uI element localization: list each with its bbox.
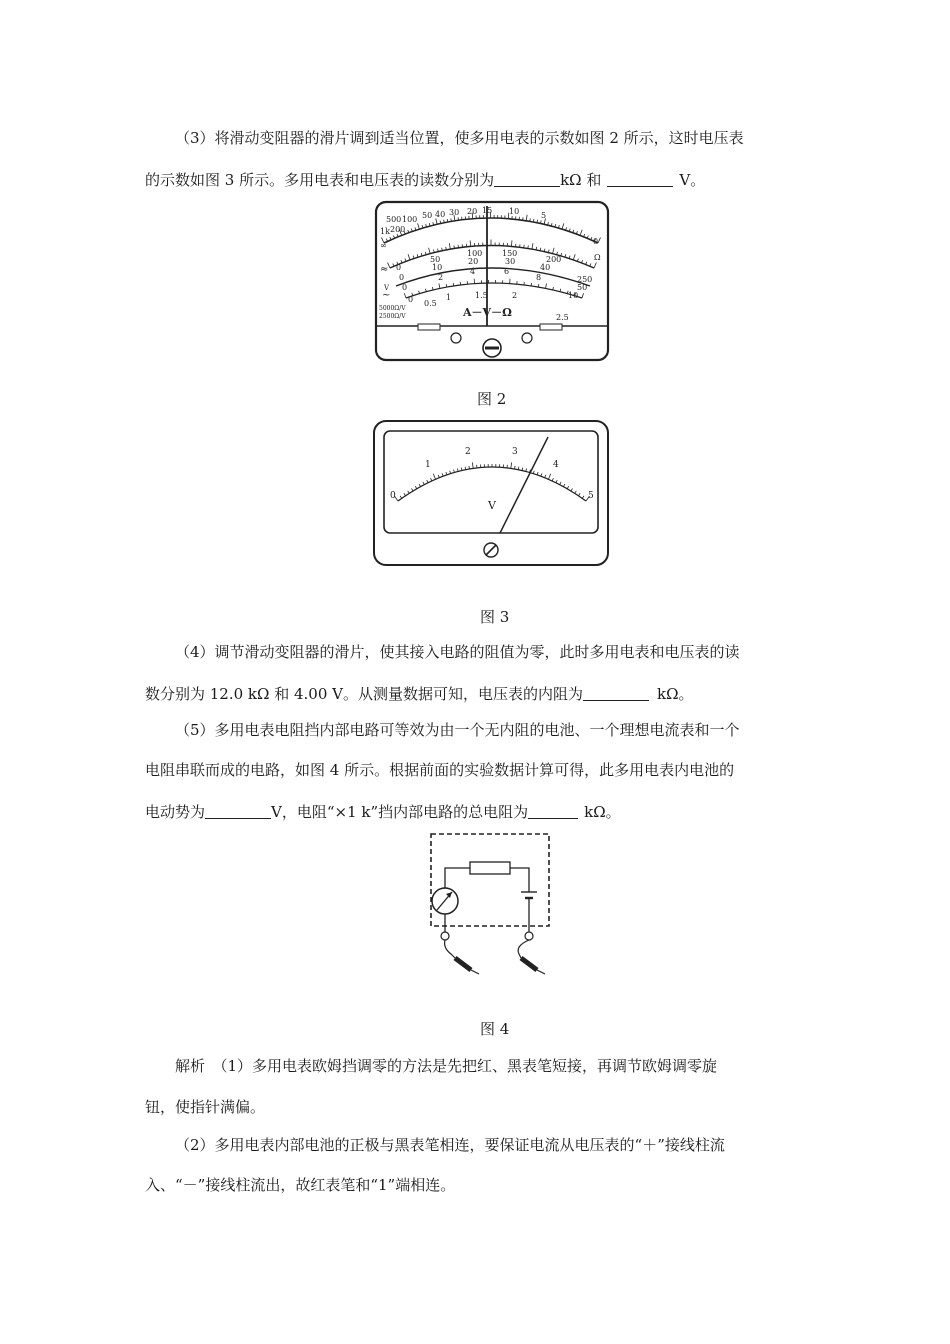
ohm-label-200: 200 [390, 225, 406, 234]
scale-tick [532, 243, 533, 249]
left-jack-icon [451, 333, 461, 343]
scale-tick [451, 218, 452, 221]
scale-tick [582, 293, 584, 298]
analysis-p1-line1: 解析 （1）多用电表欧姆挡调零的方法是先把红、黑表笔短接，再调节欧姆调零旋 [175, 1057, 718, 1075]
figure-2-caption: 图 2 [477, 390, 507, 408]
scale-tick [446, 247, 447, 250]
scale-tick [580, 230, 582, 236]
q4-line2 [145, 683, 810, 705]
ohm-label-100: 100 [402, 215, 418, 224]
q4-line2-text: 数分别为 12.0 kΩ 和 4.00 V。从测量数据可知，电压表的内阻为 [145, 685, 583, 703]
q5-line3-text: 电动势为 [145, 803, 206, 821]
volt-label-0: 0 [390, 491, 396, 501]
scale-tick [515, 466, 516, 469]
dc-c-10: 10 [568, 291, 579, 300]
scale-tick [427, 480, 428, 483]
q5-line3 [145, 801, 810, 823]
scale-tick [470, 240, 471, 246]
q5-line2: 电阻串联而成的电路，如图 4 所示。根据前面的实验数据计算可得，此多用电表内电池的 [145, 761, 735, 779]
ohm-label-1k: 1k [380, 227, 390, 236]
dc-b-40: 40 [540, 263, 551, 272]
terminal-left-icon [441, 932, 449, 940]
ac-0-5: 0.5 [424, 299, 437, 308]
scale-tick [533, 219, 534, 222]
q5-unit: kΩ。 [584, 803, 621, 821]
ohm-label-5: 5 [541, 211, 547, 220]
volt-label-1: 1 [425, 460, 431, 470]
dial-ticks [381, 212, 600, 298]
scale-tick [393, 263, 394, 266]
scale-tick [575, 491, 577, 494]
scale-tick [400, 496, 402, 498]
ac-symbol: ~ [382, 290, 391, 301]
ohm-label-0: 0 [593, 237, 599, 246]
dial-center-label: A－V－Ω [463, 306, 512, 319]
spec-5000: 5000Ω/V [379, 305, 406, 312]
scale-tick [405, 259, 406, 262]
dc-c-0: 0 [402, 283, 408, 292]
dc-symbol: ≈ [380, 264, 389, 275]
dc-b-10: 10 [432, 263, 443, 272]
analysis-p2-line2: 入、“－”接线柱流出，故红表笔和“1”端相连。 [145, 1176, 456, 1194]
ohm-symbol: Ω [594, 253, 601, 262]
figure-4-circuit [425, 828, 555, 978]
voltmeter-ticks [394, 462, 589, 501]
scale-tick [404, 493, 406, 495]
dc-a-50: 50 [430, 255, 441, 264]
probe-right-icon [521, 958, 537, 970]
figure-4-caption: 图 4 [480, 1020, 510, 1038]
ac-1: 1 [446, 293, 452, 302]
q3-unit-kohm: kΩ 和 [560, 171, 602, 189]
scale-tick [573, 254, 575, 260]
ac-2-5: 2.5 [556, 313, 569, 322]
q5-line1: （5）多用电表电阻挡内部电路可等效为由一个无内阻的电池、一个理想电流表和一个 [175, 721, 740, 739]
scale-tick [538, 284, 539, 287]
scale-tick [582, 496, 584, 498]
scale-tick [563, 484, 564, 487]
scale-tick [582, 260, 583, 263]
scale-tick [560, 482, 561, 485]
scale-tick [586, 262, 587, 265]
dc-c-2: 2 [438, 273, 444, 282]
volt-label-5: 5 [588, 491, 594, 501]
scale-tick [419, 291, 420, 294]
dc-a-100: 100 [467, 249, 483, 258]
ohm-label-inf: ∞ [380, 241, 387, 250]
scale-tick [446, 284, 447, 287]
voltmeter-pointer [500, 437, 548, 533]
figure-3-caption: 图 3 [480, 608, 510, 626]
scale-tick [511, 462, 512, 468]
blank-voltmeter-resistance[interactable] [583, 684, 649, 701]
scale-tick [590, 263, 591, 266]
figure-3-voltmeter [372, 419, 610, 569]
volt-label-3: 3 [512, 447, 518, 457]
scale-tick [578, 493, 580, 495]
scale-tick [442, 473, 443, 476]
scale-tick [408, 254, 410, 260]
scale-tick [530, 218, 531, 221]
ac-0: 0 [408, 295, 414, 304]
scale-tick [537, 472, 538, 475]
terminal-right-icon [525, 932, 533, 940]
scale-tick [436, 218, 437, 224]
dc-c-4: 4 [470, 267, 476, 276]
scale-tick [469, 466, 470, 469]
ohm-label-30: 30 [449, 208, 460, 217]
blank-voltmeter-reading[interactable] [607, 170, 673, 187]
ohm-label-15: 15 [482, 206, 493, 215]
dc-b-30: 30 [505, 257, 516, 266]
scale-tick [511, 240, 512, 246]
scale-tick [594, 262, 596, 268]
scale-tick [562, 223, 564, 229]
volt-label-2: 2 [465, 447, 471, 457]
dc-b-20: 20 [468, 257, 479, 266]
q3-line2-text: 的示数如图 3 所示。多用电表和电压表的读数分别为 [145, 171, 495, 189]
scale-tick [553, 248, 555, 254]
scale-tick [418, 223, 420, 229]
scale-tick [423, 482, 424, 485]
q3-line2 [145, 169, 810, 191]
scale-tick [449, 243, 450, 249]
ohm-label-50: 50 [422, 211, 433, 220]
spec-2500: 2500Ω/V [379, 313, 406, 320]
volt-unit: V [488, 499, 496, 512]
v-symbol: V [384, 284, 390, 292]
ac-2: 2 [512, 291, 518, 300]
blank-multimeter-reading[interactable] [494, 170, 560, 187]
analysis-p1-line2: 钮，使指针满偏。 [145, 1098, 266, 1116]
scale-tick [546, 283, 547, 288]
ohm-label-500: 500 [386, 215, 402, 224]
ohm-label-20: 20 [467, 207, 478, 216]
scale-tick [429, 248, 431, 254]
dc-a-150: 150 [502, 249, 518, 258]
scale-tick [598, 238, 601, 243]
blank-total-resistance[interactable] [528, 802, 578, 819]
scale-tick [526, 215, 527, 221]
dc-b-0: 0 [399, 273, 405, 282]
scale-tick [415, 486, 417, 489]
volt-label-4: 4 [553, 460, 559, 470]
scale-tick [438, 475, 439, 478]
scale-tick [548, 474, 550, 480]
q4-line1: （4）调节滑动变阻器的滑片，使其接入电路的阻值为零，此时多用电表和电压表的读 [175, 643, 740, 661]
scale-tick [541, 473, 542, 476]
scale-tick [419, 484, 420, 487]
blank-emf[interactable] [205, 802, 271, 819]
scale-tick [439, 284, 440, 289]
analysis-p2-line1: （2）多用电表内部电池的正极与黑表笔相连，要保证电流从电压表的“＋”接线柱流 [175, 1136, 725, 1154]
ac-1-5: 1.5 [475, 291, 488, 300]
dc-c-8: 8 [536, 273, 542, 282]
q3-line1: （3）将滑动变阻器的滑片调到适当位置，使多用电表的示数如图 2 所示，这时电压表 [175, 129, 744, 147]
q5-line3-mid: V，电阻“×1 k”挡内部电路的总电阻为 [271, 803, 529, 821]
q4-unit: kΩ。 [657, 685, 694, 703]
scale-tick [404, 293, 406, 298]
scale-tick [433, 474, 435, 480]
scale-tick [536, 247, 537, 250]
scale-tick [411, 488, 413, 491]
ohm-label-40: 40 [435, 210, 446, 219]
scale-tick [447, 219, 448, 222]
scale-tick [446, 472, 447, 475]
dc-a-0: 0 [396, 263, 402, 272]
scale-tick [408, 491, 410, 494]
dc-a-200: 200 [546, 255, 562, 264]
resistor-icon [470, 862, 510, 874]
dc-c-6: 6 [504, 267, 510, 276]
dc-b-50: 50 [577, 283, 588, 292]
scale-tick [472, 462, 473, 468]
right-jack-icon [522, 333, 532, 343]
probe-left-icon [455, 958, 471, 970]
scale-tick [567, 486, 569, 489]
scale-tick [571, 488, 573, 491]
scale-tick [556, 480, 557, 483]
figure-2-multimeter-dial [372, 198, 612, 368]
q3-unit-v: V。 [679, 171, 706, 189]
ohm-label-10: 10 [509, 207, 520, 216]
scale-tick [545, 475, 546, 478]
dc-a-250: 250 [577, 275, 593, 284]
